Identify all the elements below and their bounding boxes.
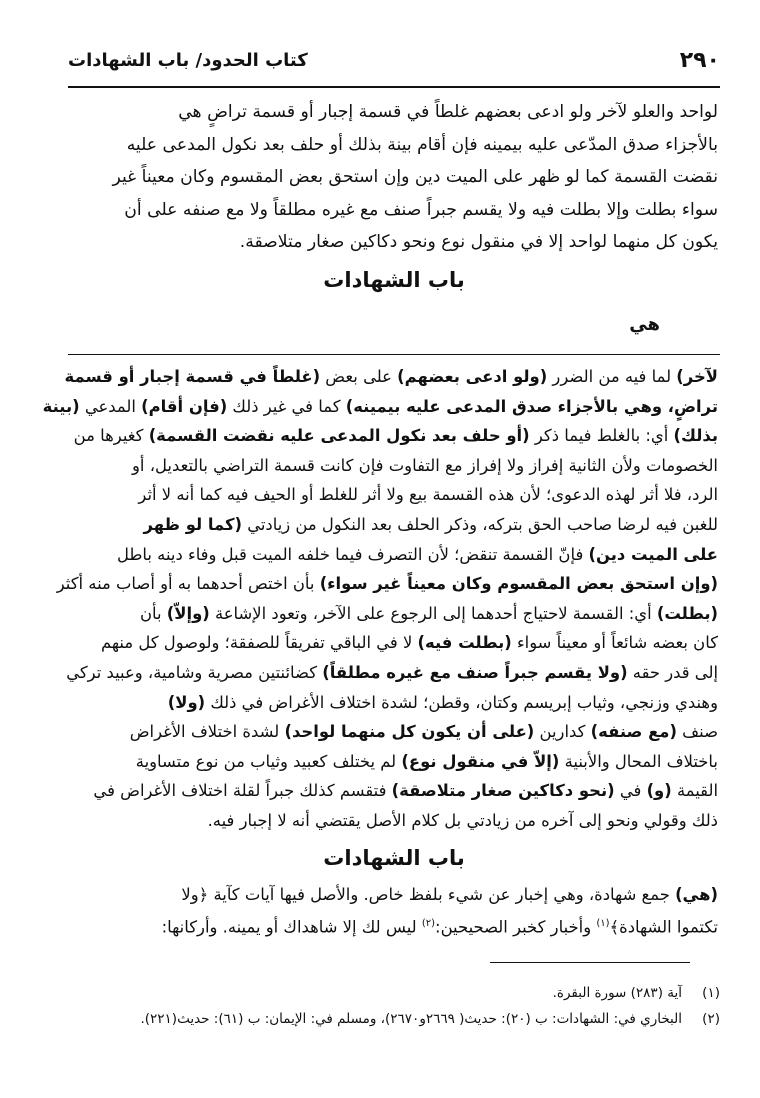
sharh-line: [70, 540, 718, 570]
sharh-segment: أي: القسمة لاحتياج أحدهما إلى الرجوع على الآخر، وتعود الإشاعة: [209, 603, 657, 623]
sharh-line: [70, 717, 718, 747]
section-title: باب الشهادات: [323, 846, 465, 870]
bold-term: (نحو دكاكين صغار متلاصقة): [391, 781, 615, 801]
bold-term: (و): [646, 781, 672, 801]
matn-line: بالأجزاء صدق المدّعى عليه بيمينه فإن أقام بينة بذلك أو حلف بعد نكول المدعى عليه: [126, 134, 718, 155]
sharh-segment: وهندي وزنجي، وثياب إبريسم وكتان، وقطن؛ لشدة اختلاف الأغراض في ذلك: [205, 692, 718, 712]
header-rule: [68, 86, 720, 88]
footnote-ref[interactable]: (٢): [421, 918, 436, 929]
bold-term: (ولو ادعى بعضهم): [397, 367, 548, 386]
bold-term: (وإلاّ): [166, 603, 210, 623]
bold-term: (كما لو ظهر: [143, 514, 242, 534]
bold-term: (بطلت فيه): [417, 633, 512, 653]
sharh-segment: لما فيه من الضرر: [547, 367, 677, 386]
sharh-segment: فإنّ القسمة تنقض؛ لأن التصرف فيما خلفه الميت قبل وفاء دينه باطل: [116, 544, 589, 564]
matn-line: نقضت القسمة كما لو ظهر على الميت دين وإن استحق بعض المقسوم وكان معيناً غير: [112, 167, 718, 187]
bold-term: (بطلت): [656, 603, 718, 623]
sharh-line: [70, 776, 718, 806]
bold-term: بذلك): [673, 426, 718, 446]
matn-heya: هي: [629, 314, 660, 335]
bold-term: (ولا): [167, 692, 206, 712]
sharh-line: [42, 392, 718, 422]
bold-term: (أو حلف بعد نكول المدعى عليه نقضت القسمة): [148, 426, 530, 446]
sharh-segment: على بعض: [320, 367, 398, 386]
sharh-line: [66, 658, 718, 688]
sharh-segment: كما في غير ذلك: [227, 396, 346, 416]
sharh-line: [70, 421, 718, 451]
footnote-ref[interactable]: (١): [596, 918, 610, 929]
sharh-line: [70, 747, 718, 777]
footnote-number: (٢): [702, 1011, 720, 1027]
sharh-line: [70, 806, 718, 836]
sharh-segment: وأخبار كخبر الصحيحين:: [435, 917, 597, 937]
bold-term: (وإن استحق بعض المقسوم وكان معيناً غير سواء): [319, 574, 718, 594]
sharh-segment: كدارين: [534, 722, 591, 742]
bold-term: (مع صنفه): [590, 722, 677, 742]
sharh-segment: القيمة: [671, 781, 718, 801]
footnote-number: (١): [702, 985, 720, 1001]
bold-term: على الميت دين): [588, 544, 718, 564]
page-header: [68, 46, 720, 76]
running-title: كتاب الحدود/ باب الشهادات: [68, 50, 308, 71]
footnote: [60, 1006, 720, 1032]
sharh-segment: جمع شهادة، وهي إخبار عن شيء بلفظ خاص. والأصل فيها آيات كآية ﴿ولا: [181, 885, 676, 904]
sharh-segment: صنف: [676, 722, 718, 742]
matn-line: يكون كل منهما لواحد إلا في منقول نوع ونحو دكاكين صغار متلاصقة.: [239, 232, 718, 252]
sharh-segment: الرد، فلا أثر لهذه الدعوى؛ لأن هذه القسمة بيع ولا أثر للغلط أو الحيف فيه كما أنه لا أثر: [138, 485, 718, 505]
sharh-segment: لشدة اختلاف الأغراض: [129, 722, 285, 742]
sharh-segment: أي: بالغلط فيما ذكر: [529, 426, 674, 446]
footnote-text: البخاري في: الشهادات: ب (٢٠): حديث( ٢٦٦٩و٢٦٧٠)، ومسلم في: الإيمان: ب (٦١): حديث(٢٢١).: [140, 1011, 682, 1027]
sharh-segment: للغبن فيه لرضا صاحب الحق بتركه، وذكر الحلف بعد النكول من زيادتي: [242, 514, 718, 534]
bold-term: لآخر): [676, 367, 718, 386]
footnote: [60, 980, 720, 1006]
sharh-segment: في: [614, 781, 647, 801]
matn-text: [70, 96, 718, 259]
sharh-segment: كضائنتين مصرية وشامية، وعبيد تركي: [66, 662, 323, 682]
sharh-segment: بأن اختص أحدهما به أو أصاب منه أكثر: [56, 574, 320, 594]
sharh-line: [70, 451, 718, 481]
sharh-segment: ذلك وقولي ونحو إلى آخره من زيادتي بل كلام الأصل يقتضي أنه لا إجبار فيه.: [207, 810, 718, 830]
bold-term: (فإن أقام): [141, 396, 228, 416]
sharh-segment: كان بعضه شائعاً أو معيناً سواء: [511, 633, 718, 653]
sharh-line: [70, 599, 718, 629]
sharh-line: [70, 688, 718, 718]
bold-term: (ولا يقسم جبراً صنف مع غيره مطلقاً): [322, 662, 628, 682]
section-title: باب الشهادات: [323, 268, 465, 292]
footnote-rule: [490, 962, 690, 963]
footnotes: [60, 980, 720, 1032]
sharh-segment: إلى قدر حقه: [627, 662, 718, 682]
footnote-text: آية (٢٨٣) سورة البقرة.: [552, 985, 682, 1001]
sharh-segment: المدعي: [79, 396, 142, 416]
sharh-line: [56, 569, 718, 599]
sharh-segment: كغيرها من: [73, 426, 149, 446]
bold-term: (هي): [675, 885, 718, 904]
sharh-line: [70, 628, 718, 658]
sharh-segment: باختلاف المحال والأبنية: [559, 751, 718, 771]
sharh-line: [70, 909, 718, 941]
quran-quote: تكتموا الشهادة﴾: [609, 917, 718, 937]
sharh-line: [70, 510, 718, 540]
bold-term: (على أن يكون كل منهما لواحد): [284, 722, 535, 742]
sharh-segment: ليس لك إلا شاهداك أو يمينه. وأركانها:: [161, 917, 422, 937]
sharh-segment: الخصومات ولأن الثانية إفراز ولا إفراز مع التفاوت فإن كانت قسمة التراضي بالتعديل، أو: [132, 455, 718, 475]
sharh-continuation: [70, 880, 718, 941]
sharh-segment: بأن: [139, 603, 167, 623]
sharh-line: [70, 880, 718, 909]
sharh-segment: لا في الباقي تفريقاً للصفقة؛ ولوصول كل منهم: [100, 633, 418, 653]
bold-term: (بينة: [42, 396, 80, 416]
bold-term: (إلاّ في منقول نوع): [401, 751, 560, 771]
matn-line: لواحد والعلو لآخر ولو ادعى بعضهم غلطاً في قسمة إجبار أو قسمة تراضٍ هي: [178, 102, 718, 122]
sharh-segment: فتقسم كذلك جبراً لقلة اختلاف الأغراض في: [93, 781, 392, 801]
page-number: ٢٩٠: [679, 48, 720, 73]
sharh-line: [64, 362, 718, 392]
matn-sharh-divider: [68, 354, 720, 355]
sharh-text: [42, 362, 718, 836]
sharh-line: [70, 480, 718, 510]
sharh-segment: لم يختلف كعبيد وثياب من نوع متساوية: [135, 751, 402, 771]
bold-term: تراضٍ، وهي بالأجزاء صدق المدعى عليه بيمينه): [345, 396, 718, 416]
matn-line: سواء بطلت وإلا بطلت فيه ولا يقسم جبراً صنف مع غيره مطلقاً ولا مع صنفه على أن: [124, 199, 718, 220]
bold-term: (غلطاً في قسمة إجبار أو قسمة: [64, 367, 321, 386]
